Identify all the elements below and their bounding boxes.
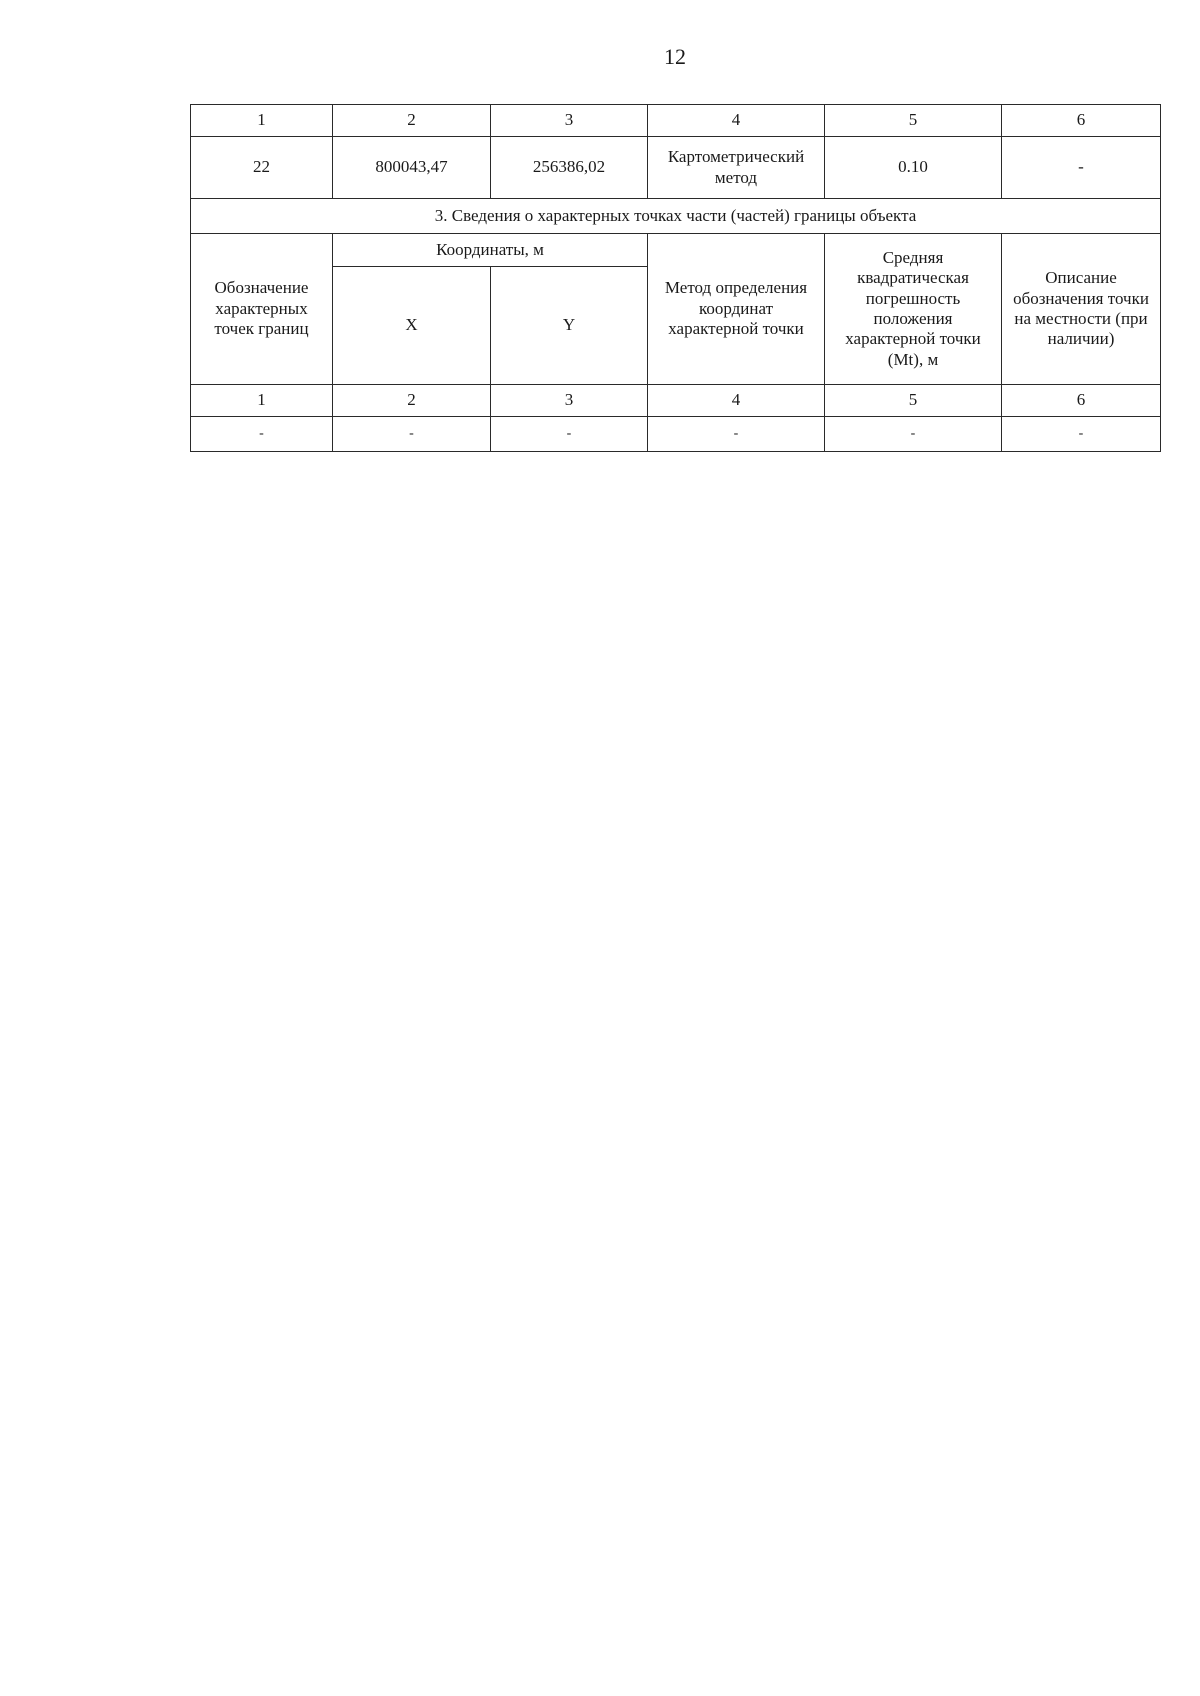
page-number: 12	[664, 44, 686, 69]
column-number: 2	[333, 385, 491, 417]
column-number: 4	[648, 105, 825, 137]
description-cell: -	[1002, 137, 1161, 199]
section-title: 3. Сведения о характерных точках части (частей) границы объекта	[191, 199, 1161, 234]
x-header: X	[333, 267, 491, 385]
column-number: 3	[491, 385, 648, 417]
column-number: 2	[333, 105, 491, 137]
error-header: Средняя квадратическая погрешность положения характерной точки (Mt), м	[825, 234, 1002, 385]
column-number: 6	[1002, 385, 1161, 417]
empty-cell: -	[191, 417, 333, 452]
description-header: Описание обозначения точки на местности (при наличии)	[1002, 234, 1161, 385]
point-designation-header: Обозначение характерных точек границ	[191, 234, 333, 385]
column-number: 3	[491, 105, 648, 137]
column-number: 6	[1002, 105, 1161, 137]
section-title-row	[191, 199, 1161, 234]
empty-cell: -	[333, 417, 491, 452]
column-number-row	[191, 385, 1161, 417]
column-number: 5	[825, 105, 1002, 137]
empty-cell: -	[825, 417, 1002, 452]
column-number: 5	[825, 385, 1002, 417]
point-cell: 22	[191, 137, 333, 199]
column-number: 1	[191, 105, 333, 137]
column-number-row	[191, 105, 1161, 137]
y-header: Y	[491, 267, 648, 385]
y-coordinate-cell: 256386,02	[491, 137, 648, 199]
empty-cell: -	[1002, 417, 1161, 452]
column-number: 4	[648, 385, 825, 417]
coordinates-header: Координаты, м	[333, 234, 648, 267]
table-row	[191, 417, 1161, 452]
boundary-points-table	[190, 104, 1161, 452]
error-cell: 0.10	[825, 137, 1002, 199]
empty-cell: -	[491, 417, 648, 452]
method-cell: Картометрический метод	[648, 137, 825, 199]
column-number: 1	[191, 385, 333, 417]
header-row	[191, 234, 1161, 267]
method-header: Метод определения координат характерной точки	[648, 234, 825, 385]
empty-cell: -	[648, 417, 825, 452]
x-coordinate-cell: 800043,47	[333, 137, 491, 199]
table-row	[191, 137, 1161, 199]
